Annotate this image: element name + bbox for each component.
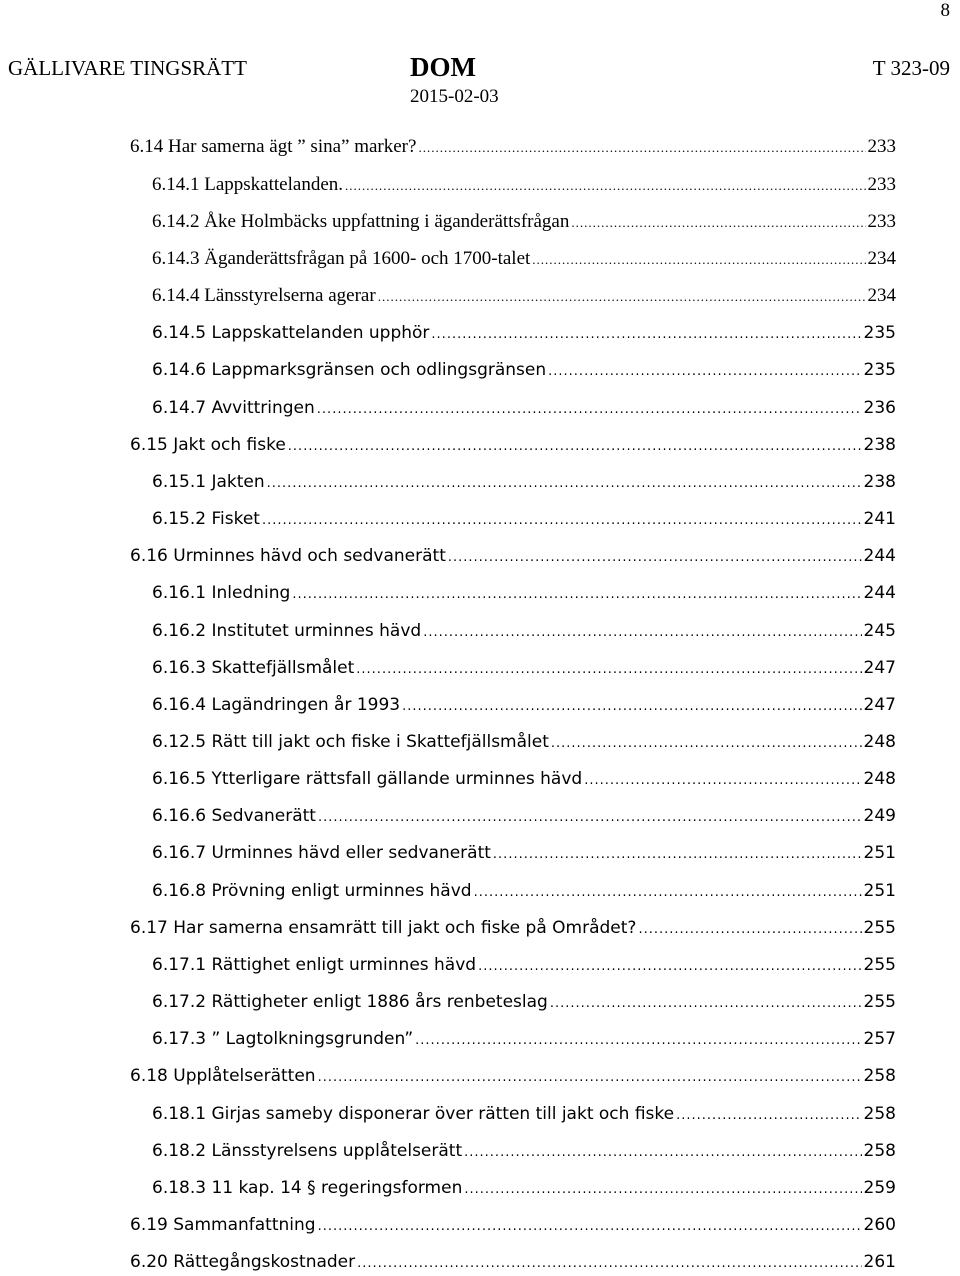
- toc-entry-title: 6.14.2 Åke Holmbäcks uppfattning i äganderättsfrågan: [152, 211, 570, 232]
- toc-leader: [478, 955, 861, 979]
- toc-entry[interactable]: [152, 619, 896, 643]
- toc-entry[interactable]: [152, 693, 896, 717]
- toc-entry-page: 259: [863, 1178, 896, 1198]
- toc-entry-title: 6.14.7 Avvittringen: [152, 398, 315, 418]
- toc-leader: [318, 1066, 862, 1090]
- toc-entry-title: 6.18.1 Girjas sameby disponerar över rätten till jakt och fiske: [152, 1104, 675, 1124]
- toc-entry-page: 247: [863, 658, 896, 678]
- toc-entry-page: 251: [863, 881, 896, 901]
- toc-entry-page: 248: [863, 769, 896, 789]
- toc-entry-title: 6.16.2 Institutet urminnes hävd: [152, 621, 422, 641]
- toc-leader: [423, 621, 861, 645]
- toc-entry-page: 258: [863, 1066, 896, 1086]
- toc-entry[interactable]: [152, 730, 896, 754]
- toc-entry-title: 6.16.3 Skattefjällsmålet: [152, 658, 355, 678]
- toc-entry[interactable]: [152, 804, 896, 828]
- toc-leader: [448, 546, 862, 570]
- page-number: 8: [940, 0, 950, 21]
- toc-entry[interactable]: [152, 1102, 896, 1126]
- toc-leader: [464, 1141, 861, 1165]
- toc-leader: [464, 1178, 861, 1202]
- toc-entry-title: 6.19 Sammanfattning: [130, 1215, 316, 1235]
- toc-entry-title: 6.17.1 Rättighet enligt urminnes hävd: [152, 955, 477, 975]
- toc-entry-title: 6.16.8 Prövning enligt urminnes hävd: [152, 881, 472, 901]
- toc-entry-page: 234: [867, 285, 896, 306]
- toc-entry-title: 6.14.5 Lappskattelanden upphör: [152, 323, 430, 343]
- document-type: DOM: [410, 52, 476, 82]
- toc-leader: [550, 992, 862, 1016]
- toc-leader: [571, 211, 865, 235]
- toc-entry[interactable]: [130, 916, 896, 940]
- toc-entry[interactable]: [152, 173, 896, 197]
- toc-entry-page: 235: [863, 323, 896, 343]
- toc-entry-title: 6.17.3 ” Lagtolkningsgrunden”: [152, 1029, 414, 1049]
- toc-entry-title: 6.17.2 Rättigheter enligt 1886 års renbeteslag: [152, 992, 548, 1012]
- toc-entry-title: 6.14.3 Äganderättsfrågan på 1600- och 1700-talet: [152, 248, 531, 269]
- toc-entry-page: 233: [867, 211, 896, 232]
- toc-entry-page: 258: [863, 1104, 896, 1124]
- toc-entry-page: 235: [863, 360, 896, 380]
- toc-entry-page: 238: [863, 435, 896, 455]
- toc-entry[interactable]: [152, 247, 896, 271]
- toc-entry-title: 6.16.7 Urminnes hävd eller sedvanerätt: [152, 843, 491, 863]
- toc-leader: [262, 509, 862, 533]
- toc-leader: [357, 1252, 861, 1276]
- toc-entry[interactable]: [152, 470, 896, 494]
- toc-entry[interactable]: [152, 990, 896, 1014]
- toc-entry-page: 244: [863, 546, 896, 566]
- toc-leader: [548, 360, 861, 384]
- toc-entry-page: 248: [863, 732, 896, 752]
- toc-entry[interactable]: [152, 953, 896, 977]
- toc-entry-page: 255: [863, 955, 896, 975]
- toc-entry[interactable]: [152, 284, 896, 308]
- toc-entry-page: 234: [867, 248, 896, 269]
- toc-entry-title: 6.14.6 Lappmarksgränsen och odlingsgränsen: [152, 360, 547, 380]
- toc-leader: [288, 435, 862, 459]
- toc-entry[interactable]: [152, 396, 896, 420]
- toc-entry-title: 6.14.1 Lappskattelanden.: [152, 174, 344, 195]
- toc-entry-title: 6.15.2 Fisket: [152, 509, 260, 529]
- toc-entry-page: 244: [863, 583, 896, 603]
- toc-entry[interactable]: [152, 581, 896, 605]
- toc-entry[interactable]: [130, 135, 896, 159]
- toc-entry-title: 6.14 Har samerna ägt ” sina” marker?: [130, 136, 417, 157]
- toc-entry-title: 6.18.3 11 kap. 14 § regeringsformen: [152, 1178, 463, 1198]
- toc-entry-page: 249: [863, 806, 896, 826]
- toc-entry[interactable]: [130, 1064, 896, 1088]
- toc-entry-page: 255: [863, 992, 896, 1012]
- toc-leader: [292, 583, 861, 607]
- court-name: GÄLLIVARE TINGSRÄTT: [8, 56, 247, 80]
- toc-entry[interactable]: [152, 1139, 896, 1163]
- toc-leader: [402, 695, 861, 719]
- toc-entry-page: 258: [863, 1141, 896, 1161]
- toc-entry-title: 6.17 Har samerna ensamrätt till jakt och fiske på Området?: [130, 918, 637, 938]
- case-number: T 323-09: [872, 56, 950, 80]
- toc-entry-page: 247: [863, 695, 896, 715]
- toc-leader: [638, 918, 861, 942]
- toc-entry-title: 6.16.6 Sedvanerätt: [152, 806, 316, 826]
- toc-entry[interactable]: [152, 210, 896, 234]
- toc-leader: [318, 806, 862, 830]
- toc-entry-page: 261: [863, 1252, 896, 1272]
- toc-leader: [267, 472, 862, 496]
- toc-entry-page: 233: [867, 174, 896, 195]
- toc-entry-title: 6.12.5 Rätt till jakt och fiske i Skattefjällsmålet: [152, 732, 549, 752]
- toc-entry-page: 255: [863, 918, 896, 938]
- toc-entry-title: 6.18.2 Länsstyrelsens upplåtelserätt: [152, 1141, 463, 1161]
- toc-entry-page: 236: [863, 398, 896, 418]
- toc-entry-page: 245: [863, 621, 896, 641]
- toc-entry-page: 241: [863, 509, 896, 529]
- toc-leader: [676, 1104, 861, 1128]
- toc-leader: [418, 136, 865, 160]
- toc-leader: [493, 843, 862, 867]
- toc-leader: [431, 323, 861, 347]
- toc-entry-page: 260: [863, 1215, 896, 1235]
- toc-entry[interactable]: [152, 841, 896, 865]
- toc-entry-title: 6.14.4 Länsstyrelserna agerar: [152, 285, 376, 306]
- toc-entry[interactable]: [130, 544, 896, 568]
- toc-entry[interactable]: [152, 656, 896, 680]
- toc-entry[interactable]: [152, 507, 896, 531]
- toc-leader: [532, 248, 865, 272]
- toc-leader: [356, 658, 861, 682]
- toc-entry-page: 251: [863, 843, 896, 863]
- toc-entry[interactable]: [152, 321, 896, 345]
- toc-entry-title: 6.15.1 Jakten: [152, 472, 265, 492]
- toc-entry-title: 6.16.5 Ytterligare rättsfall gällande urminnes hävd: [152, 769, 583, 789]
- toc-entry-page: 238: [863, 472, 896, 492]
- toc-entry-page: 257: [863, 1029, 896, 1049]
- toc-leader: [584, 769, 861, 793]
- toc-entry[interactable]: [152, 358, 896, 382]
- toc-leader: [474, 881, 862, 905]
- toc-entry-title: 6.20 Rättegångskostnader: [130, 1252, 356, 1272]
- toc-entry-title: 6.18 Upplåtelserätten: [130, 1066, 316, 1086]
- toc-entry[interactable]: [152, 767, 896, 791]
- toc-entry-title: 6.16.1 Inledning: [152, 583, 291, 603]
- toc-leader: [378, 285, 866, 309]
- toc-entry-title: 6.16 Urminnes hävd och sedvanerätt: [130, 546, 446, 566]
- toc-entry[interactable]: [130, 433, 896, 457]
- toc-leader: [318, 1215, 862, 1239]
- toc-entry[interactable]: [152, 879, 896, 903]
- toc-entry[interactable]: [130, 1213, 896, 1237]
- toc-entry[interactable]: [130, 1250, 896, 1274]
- toc-entry-page: 233: [867, 136, 896, 157]
- toc-entry[interactable]: [152, 1176, 896, 1200]
- toc-leader: [317, 398, 862, 422]
- toc-entry-title: 6.15 Jakt och fiske: [130, 435, 286, 455]
- document-header: [0, 52, 960, 112]
- toc-entry-title: 6.16.4 Lagändringen år 1993: [152, 695, 401, 715]
- toc-leader: [551, 732, 862, 756]
- toc-leader: [345, 174, 865, 198]
- toc-entry[interactable]: [152, 1027, 896, 1051]
- toc-leader: [415, 1029, 861, 1053]
- document-date: 2015-02-03: [410, 86, 499, 107]
